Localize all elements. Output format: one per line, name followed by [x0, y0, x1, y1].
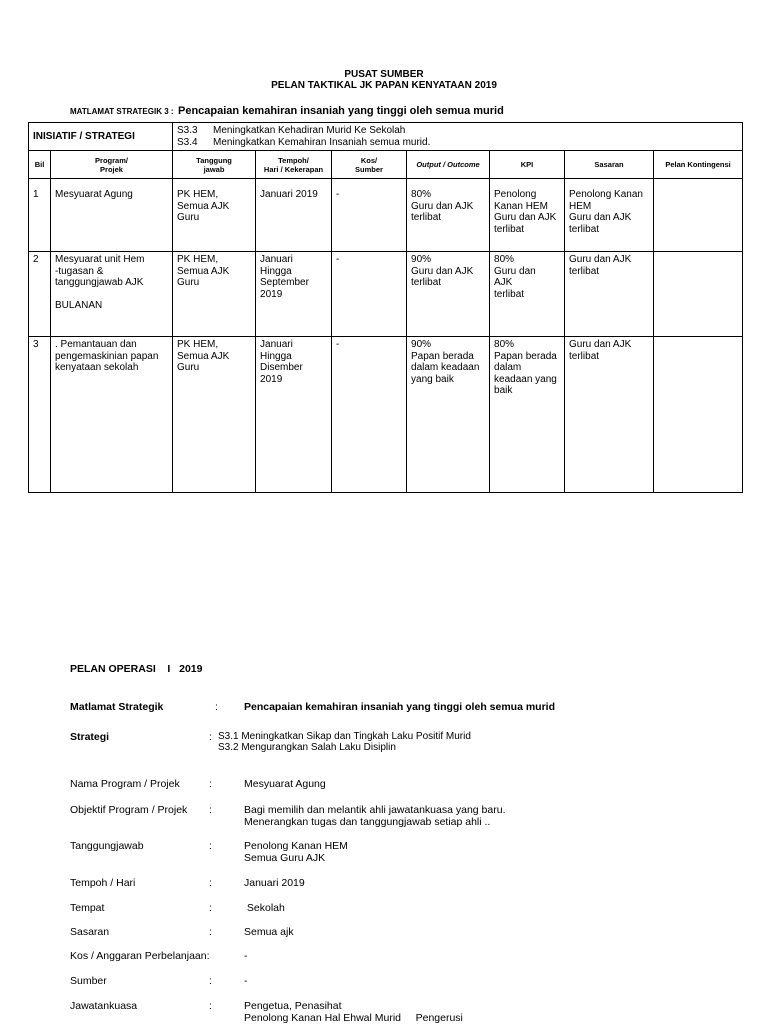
cell-kpi: 80% Papan berada dalam keadaan yang baik [490, 337, 565, 493]
field-value-sasaran: Semua ajk [244, 926, 294, 938]
matlamat-text: Pencapaian kemahiran insaniah yang tinggi oleh semua murid [178, 105, 504, 117]
document-subtitle: PELAN TAKTIKAL JK PAPAN KENYATAAN 2019 [271, 80, 497, 91]
matlamat-heading [70, 101, 504, 119]
strategy-code: S3.3 [177, 125, 198, 136]
header-row [29, 151, 743, 179]
header-sasaran: Sasaran [565, 151, 654, 179]
initiative-label: INISIATIF / STRATEGI [29, 123, 173, 151]
strategy-item [177, 137, 738, 149]
field-colon: : [215, 701, 218, 713]
field-label-jawatankuasa: Jawatankuasa [70, 1000, 138, 1012]
field-value-matlamat: Pencapaian kemahiran insaniah yang tinggi oleh semua murid [244, 701, 556, 713]
cell-bil: 3 [29, 337, 51, 493]
cell-tempoh: Januari 2019 [256, 179, 332, 252]
matlamat-label: MATLAMAT STRATEGIK 3 : [70, 107, 174, 116]
header-tanggungjawab: Tanggung jawab [173, 151, 256, 179]
cell-sasaran: Penolong Kanan HEM Guru dan AJK terlibat [565, 179, 654, 252]
cell-sasaran: Guru dan AJK terlibat [565, 252, 654, 337]
field-label-matlamat: Matlamat Strategik [70, 701, 164, 713]
header-kos: Kos/ Sumber [332, 151, 407, 179]
cell-bil: 2 [29, 252, 51, 337]
field-value-objektif: Bagi memilih dan melantik ahli jawatankuasa yang baru. Menerangkan tugas dan tanggungjawab setiap ahli .. [244, 804, 506, 828]
field-colon: : [209, 1000, 212, 1012]
cell-output: 80% Guru dan AJK terlibat [407, 179, 490, 252]
cell-output: 90% Papan berada dalam keadaan yang baik [407, 337, 490, 493]
cell-program: Mesyuarat unit Hem -tugasan & tanggungjawab AJK BULANAN [51, 252, 173, 337]
field-label-sumber: Sumber [70, 975, 107, 987]
cell-tanggungjawab: PK HEM, Semua AJK Guru [173, 337, 256, 493]
cell-kos: - [332, 179, 407, 252]
field-value-kos: - [244, 950, 248, 962]
field-label-objektif: Objektif Program / Projek [70, 804, 188, 816]
field-value-tempat: Sekolah [244, 902, 285, 914]
cell-kpi: Penolong Kanan HEM Guru dan AJK terlibat [490, 179, 565, 252]
field-label-tempat: Tempat [70, 902, 105, 914]
field-colon: : [209, 902, 212, 914]
cell-output: 90% Guru dan AJK terlibat [407, 252, 490, 337]
strategy-list [173, 123, 743, 151]
strategy-item [177, 125, 738, 137]
cell-bil: 1 [29, 179, 51, 252]
cell-kos: - [332, 252, 407, 337]
field-colon: : [209, 926, 212, 938]
cell-program: Mesyuarat Agung [51, 179, 173, 252]
field-label-sasaran: Sasaran [70, 926, 110, 938]
field-value-tanggungjawab: Penolong Kanan HEM Semua Guru AJK [244, 840, 348, 864]
field-value-nama-program: Mesyuarat Agung [244, 778, 326, 790]
field-colon: : [209, 804, 212, 816]
field-colon: : [209, 778, 212, 790]
document-title: PUSAT SUMBER [344, 69, 424, 80]
field-value-jawatankuasa: Pengetua, Penasihat Penolong Kanan Hal Ehwal Murid Pengerusi [244, 1000, 463, 1024]
header-kontingensi: Pelan Kontingensi [654, 151, 743, 179]
field-label-nama-program: Nama Program / Projek [70, 778, 180, 790]
operasi-title: PELAN OPERASI I 2019 [70, 663, 203, 675]
strategy-text: Meningkatkan Kemahiran Insaniah semua murid. [213, 136, 431, 148]
cell-tempoh: Januari Hingga Disember 2019 [256, 337, 332, 493]
cell-tanggungjawab: PK HEM, Semua AJK Guru [173, 179, 256, 252]
cell-sasaran: Guru dan AJK terlibat [565, 337, 654, 493]
field-colon: : [209, 840, 212, 852]
strategy-code: S3.4 [177, 136, 198, 148]
header-tempoh: Tempoh/ Hari / Kekerapan [256, 151, 332, 179]
field-label-tempoh: Tempoh / Hari [70, 877, 136, 889]
header-kpi: KPI [490, 151, 565, 179]
field-value-strategi: S3.1 Meningkatkan Sikap dan Tingkah Laku Positif Murid S3.2 Mengurangkan Salah Laku Disiplin [218, 731, 471, 753]
tactical-plan-table [28, 122, 743, 493]
field-value-tempoh: Januari 2019 [244, 877, 305, 889]
field-label-kos: Kos / Anggaran Perbelanjaan: [70, 950, 210, 962]
strategy-row [29, 123, 743, 151]
header-program: Program/ Projek [51, 151, 173, 179]
field-label-strategi: Strategi [70, 731, 110, 743]
cell-kontingensi [654, 337, 743, 493]
header-output: Output / Outcome [407, 151, 490, 179]
cell-kos: - [332, 337, 407, 493]
cell-kpi: 80% Guru dan AJK terlibat [490, 252, 565, 337]
cell-kontingensi [654, 252, 743, 337]
cell-tanggungjawab: PK HEM, Semua AJK Guru [173, 252, 256, 337]
cell-kontingensi [654, 179, 743, 252]
field-colon: : [209, 731, 212, 743]
header-bil: Bil [29, 151, 51, 179]
field-value-sumber: - [244, 975, 248, 987]
field-colon: : [209, 975, 212, 987]
field-label-tanggungjawab: Tanggungjawab [70, 840, 144, 852]
strategy-text: Meningkatkan Kehadiran Murid Ke Sekolah [213, 125, 406, 136]
cell-program: . Pemantauan dan pengemaskinian papan kenyataan sekolah [51, 337, 173, 493]
table-row [29, 252, 743, 337]
table-row [29, 337, 743, 493]
table-row [29, 179, 743, 252]
cell-tempoh: Januari Hingga September 2019 [256, 252, 332, 337]
field-colon: : [209, 877, 212, 889]
